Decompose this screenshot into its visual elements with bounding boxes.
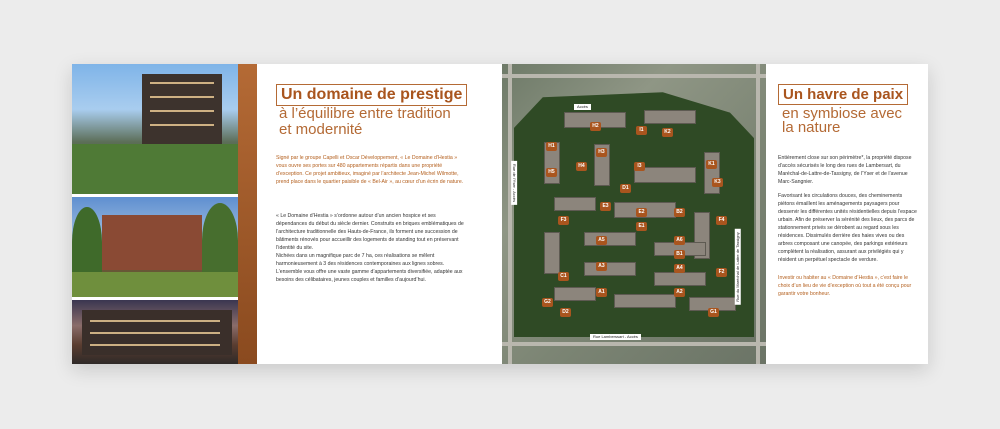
building-label: A2 — [674, 288, 685, 297]
building-label: B1 — [674, 250, 685, 259]
brochure-spread — [72, 64, 928, 364]
subtitle-line1: à l’équilibre entre tradition — [279, 105, 451, 122]
building-label: H2 — [590, 122, 601, 131]
page-title: Un domaine de prestige — [276, 84, 467, 106]
building-label: H4 — [576, 162, 587, 171]
building-label: F4 — [716, 216, 727, 225]
photo-brick-hospice — [72, 197, 238, 297]
body-paragraph-right-1: Entièrement close sur son périmètre*, la propriété dispose d’accès sécurisés le long des rues de Lambersart, du Maréchal-de-Lattre-de-Tassigny, de l’Yser et de l’avenue Marc-Sangnier. — [778, 155, 912, 185]
street-label-top: Accès — [574, 104, 591, 110]
building-label: H5 — [546, 168, 557, 177]
road — [502, 342, 766, 346]
building-label: D2 — [560, 308, 571, 317]
subtitle-right-line1: en symbiose avec — [782, 105, 903, 122]
building-label: E2 — [636, 208, 647, 217]
building-label: H1 — [546, 142, 557, 151]
building-label: A3 — [596, 262, 607, 271]
building-label: F3 — [558, 216, 569, 225]
page-title-right: Un havre de paix — [778, 84, 908, 105]
building-label: E1 — [636, 222, 647, 231]
building-label: F2 — [716, 268, 727, 277]
body-paragraph-2: Nichées dans un magnifique parc de 7 ha, ces réalisations se mêlent harmonieusement à 3 des résidences contemporaines aux lignes sobres. L’ensemble vous offre une vaste gamme d’appartements diversifiée, adaptée aux besoins des célibataires, jeunes couples et familles d’aujourd’hui. — [276, 253, 463, 283]
building-label: K2 — [662, 128, 673, 137]
road — [756, 64, 760, 364]
street-label-left: Rue de l’Yser - Accès — [511, 161, 517, 205]
photo-modern-residence — [72, 64, 238, 194]
building-label: B2 — [674, 208, 685, 217]
building-label: G2 — [542, 298, 553, 307]
road — [502, 74, 766, 78]
subtitle-right-line2: la nature — [782, 119, 841, 136]
building — [102, 215, 202, 270]
subtitle-line2: et modernité — [279, 121, 363, 138]
closing-paragraph: Investir ou habiter au « Domaine d’Hestia », c’est faire le choix d’un lieu de vie d’exception où tout a été conçu pour garantir votre bonheur. — [778, 275, 912, 297]
building-label: I1 — [636, 126, 647, 135]
body-paragraph-right-2: Favorisant les circulations douces, des cheminements piétons émaillent les aménagements paysagers pour desservir les différentes unités résidentielles depuis l’espace urbain. Afin de préserver la sérénité des lieux, des parcs de stationnement privés se dérobent au regard sous les résidences. Dissimulés derrière des haies vives ou des arbres composant une canopée, des parkings extérieurs complètent la réalisation, assurant aux privilégiés qui y résident un perpétuel spectacle de verdure. — [778, 193, 917, 263]
building-label: K1 — [706, 160, 717, 169]
building-label: A6 — [674, 236, 685, 245]
building-label: A1 — [596, 288, 607, 297]
intro-paragraph: Signé par le groupe Capelli et Oscar Développement, « Le Domaine d’Hestia » vous ouvre ses portes sur 480 appartements répartis dans une propriété d’exception. Ce projet ambitieux, imaginé par l’architecte Jean-Michel Wilmotte, prend place dans le quartier paisible de « Bel-Air », au cœur d’un écrin de nature. — [276, 155, 464, 185]
building-label: H3 — [596, 148, 607, 157]
building-label: A5 — [596, 236, 607, 245]
photo-evening-residence — [72, 300, 238, 364]
site-plan-map — [502, 64, 766, 364]
accent-bar — [238, 64, 257, 364]
road — [508, 64, 512, 364]
street-label-right: Rue du Maréchal de Lattre de Tassigny — [735, 229, 741, 305]
street-label-bottom: Rue Lamberssart - Accès — [590, 334, 641, 340]
building-label: D1 — [620, 184, 631, 193]
building-label: K3 — [712, 178, 723, 187]
building-label: I3 — [634, 162, 645, 171]
building-label: E3 — [600, 202, 611, 211]
building-label: A4 — [674, 264, 685, 273]
body-paragraph-1: « Le Domaine d’Hestia » s’ordonne autour d’un ancien hospice et ses dépendances du début du siècle dernier. Construits en briques emblématiques de l’architecture traditionnelle des Hauts-de-France, ils forment une succession de bâtiments rénovés pour accueillir des logements de standing tout en préservant l’identité du site. — [276, 213, 464, 251]
building-label: G1 — [708, 308, 719, 317]
building — [142, 74, 222, 154]
building-label: C1 — [558, 272, 569, 281]
